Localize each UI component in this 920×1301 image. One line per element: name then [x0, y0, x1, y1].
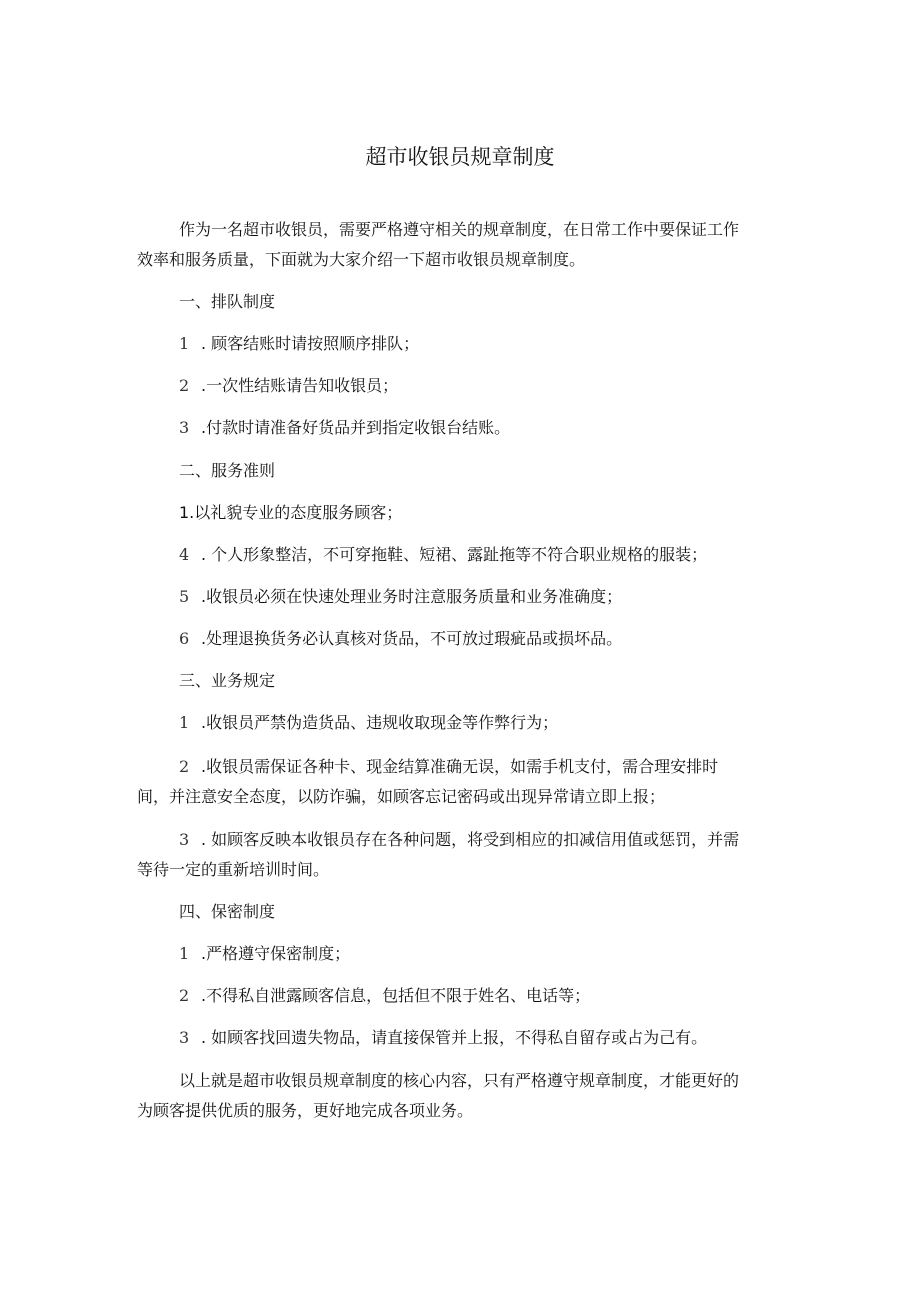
conclusion-paragraph: [137, 1066, 787, 1126]
item-text: 1.以礼貌专业的态度服务顾客；: [179, 503, 403, 522]
item-number: 2: [179, 376, 190, 395]
item-continuation: 间，并注意安全态度，以防诈骗，如顾客忘记密码或出现异常请立即上报；: [137, 787, 666, 806]
list-item: [137, 413, 829, 443]
item-text: .不得私自泄露顾客信息，包括但不限于姓名、电话等；: [201, 986, 591, 1005]
item-number: 3: [179, 830, 190, 849]
item-continuation: 等待一定的重新培训时间。: [137, 860, 330, 879]
conclusion-line: 以上就是超市收银员规章制度的核心内容，只有严格遵守规章制度，才能更好的: [179, 1071, 740, 1090]
intro-paragraph: [137, 215, 787, 275]
item-text: .处理退换货务必认真核对货品，不可放过瑕疵品或损坏品。: [201, 629, 623, 648]
list-item: [137, 498, 829, 528]
list-item: [137, 825, 787, 885]
item-text: . 如顾客反映本收银员存在各种问题，将受到相应的扣减信用值或惩罚，并需: [201, 830, 740, 849]
item-text: . 个人形象整洁，不可穿拖鞋、短裙、露趾拖等不符合职业规格的服装；: [201, 545, 708, 564]
item-number: 2: [179, 986, 190, 1005]
conclusion-line: 为顾客提供优质的服务，更好地完成各项业务。: [137, 1101, 474, 1120]
list-item: [137, 371, 829, 401]
list-item: [137, 1023, 829, 1053]
item-text: .一次性结账请告知收银员；: [201, 376, 399, 395]
item-number: 3: [179, 418, 190, 437]
section-heading: 二、服务准则: [179, 461, 276, 480]
item-number: 5: [179, 587, 190, 606]
list-item: [137, 981, 829, 1011]
item-text: .收银员必须在快速处理业务时注意服务质量和业务准确度；: [201, 587, 623, 606]
list-item: [137, 582, 829, 612]
item-text: .收银员严禁伪造货品、违规收取现金等作弊行为；: [201, 713, 559, 732]
item-line: [137, 825, 787, 855]
intro-line: 作为一名超市收银员，需要严格遵守相关的规章制度，在日常工作中要保证工作: [179, 220, 740, 239]
list-item: [137, 329, 829, 359]
item-text: .严格遵守保密制度；: [201, 944, 351, 963]
list-item: [137, 624, 829, 654]
page-title: 超市收银员规章制度: [365, 145, 555, 169]
section-heading: 四、保密制度: [179, 902, 276, 921]
item-number: 1: [179, 713, 190, 732]
section-heading: 三、业务规定: [179, 671, 276, 690]
item-number: 1: [179, 334, 190, 353]
list-item: [137, 752, 787, 812]
item-number: 3: [179, 1028, 190, 1047]
item-number: 4: [179, 545, 190, 564]
item-number: 6: [179, 629, 190, 648]
item-text: . 顾客结账时请按照顺序排队；: [201, 334, 420, 353]
item-text: . 如顾客找回遗失物品，请直接保管并上报，不得私自留存或占为己有。: [201, 1028, 708, 1047]
list-item: [137, 540, 829, 570]
intro-line: 效率和服务质量，下面就为大家介绍一下超市收银员规章制度。: [137, 250, 586, 269]
item-number: 2: [179, 757, 190, 776]
item-line: [137, 752, 787, 782]
item-text: .收银员需保证各种卡、现金结算准确无误，如需手机支付，需合理安排时: [201, 757, 719, 776]
item-number: 1: [179, 944, 190, 963]
list-item: [137, 708, 829, 738]
item-text: .付款时请准备好货品并到指定收银台结账。: [201, 418, 511, 437]
list-item: [137, 939, 829, 969]
section-heading: 一、排队制度: [179, 292, 276, 311]
